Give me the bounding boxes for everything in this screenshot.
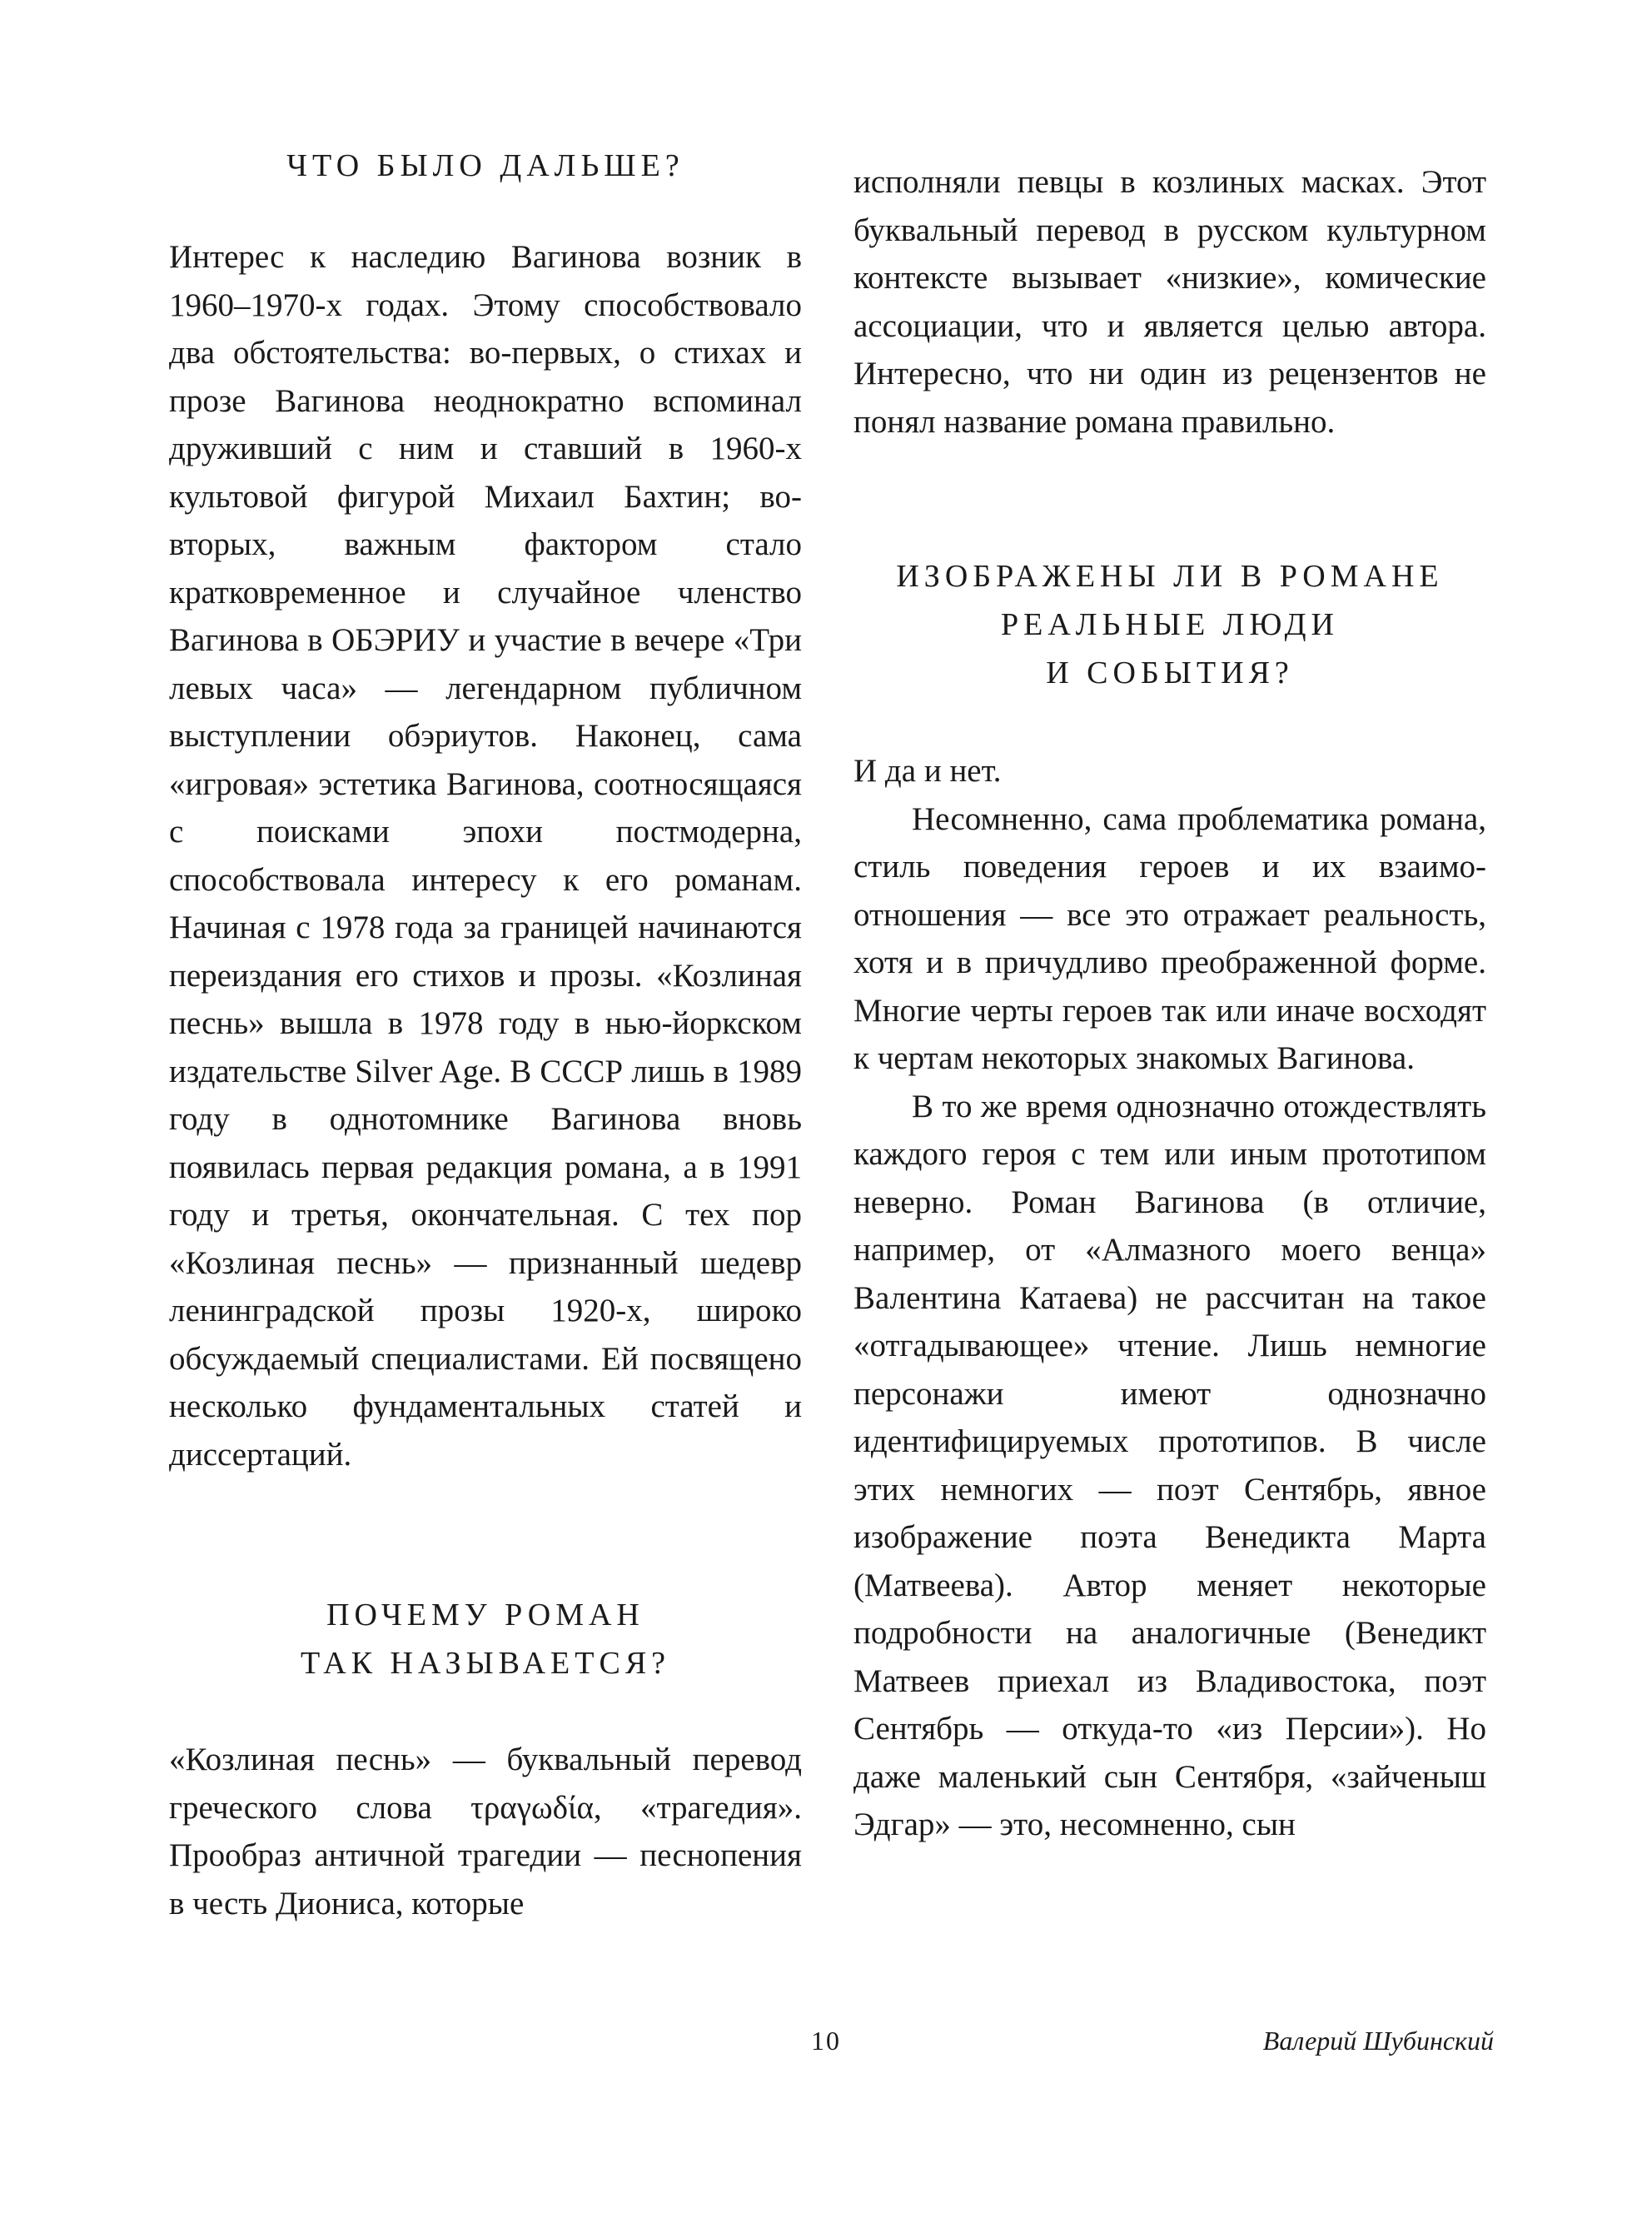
- section-heading-real-people: ИЗОБРАЖЕНЫ ЛИ В РОМАНЕ РЕАЛЬНЫЕ ЛЮДИ И СОБЫТИЯ?: [896, 559, 1444, 690]
- paragraph-prototypes: В то же время однозначно отождествлять каждого героя с тем или иным прототипом неверно. Роман Вагинова (в отличие, например, от «Алмазного моего венца» Валентина Катаева) не рассчитан на такое «отгадывающее» чтение. Лишь немногие персонажи имеют однозначно идентифицируемых прототипов. В числе этих немногих — поэт Сентябрь, явное изображение поэта Венедикта Марта (Матвеева). Автор меняет некоторые подробности на аналогичные (Венедикт Матвеев приехал из Владивостока, поэт Сентябрь — откуда-то «из Персии»). Но даже маленький сын Сентября, «зайченыш Эдгар» — это, несомненно, сын: [853, 1088, 1486, 1842]
- section-heading-what-next: ЧТО БЫЛО ДАЛЬШЕ?: [286, 148, 684, 183]
- page-number: 10: [811, 2026, 841, 2056]
- running-footer-author: Валерий Шубинский: [1262, 2026, 1494, 2056]
- left-column: [169, 142, 802, 1927]
- paragraph-yes-and-no: И да и нет.: [853, 753, 1002, 789]
- section-heading-title-meaning: ПОЧЕМУ РОМАН ТАК НАЗЫВАЕТСЯ?: [300, 1597, 671, 1681]
- right-column: [853, 158, 1486, 1849]
- paragraph-title-meaning: «Козлиная песнь» — буквальный перевод греческого слова τραγωδία, «трагедия». Прообраз античной трагедии — песнопения в честь Диониса, которые: [169, 1742, 802, 1921]
- paragraph-title-meaning-continued: исполняли певцы в козлиных масках. Этот буквальный перевод в русском культурном контексте вызывает «низкие», комические ассоциации, что и является целью автора. Интересно, что ни один из рецензентов не понял название романа правильно.: [853, 164, 1486, 440]
- paragraph-legacy: Интерес к наследию Вагинова возник в 1960–1970-х годах. Этому способствовало два обстоятельства: во-первых, о стихах и прозе Вагинова неоднократно вспоминал друживший с ним и ставший в 1960-х культовой фигурой Михаил Бахтин; во-вторых, важным фактором стало кратковременное и случайное членство Вагинова в ОБЭРИУ и участие в вечере «Три левых часа» — легендарном публичном выступлении обэриутов. Наконец, сама «игровая» эстетика Вагинова, соотносящаяся с поисками эпохи постмодерна, способствовала интересу к его романам. Начиная с 1978 года за границей начинаются переиздания его стихов и прозы. «Козлиная песнь» вышла в 1978 году в нью-йоркском издательстве Silver Age. В СССР лишь в 1989 году в однотомнике Вагинова вновь появилась первая редакция романа, а в 1991 году и третья, окончательная. С тех пор «Козлиная песнь» — признанный шедевр ленинградской прозы 1920-х, широко обсуждаемый специалистами. Ей посвящено несколько фундаментальных статей и диссертаций.: [169, 239, 802, 1473]
- paragraph-reality: Несомненно, сама проблематика романа, стиль поведения героев и их взаимоотношения — все это отражает реальность, хотя и в причудливо преображенной форме. Многие черты героев так или иначе восходят к чертам некоторых знакомых Вагинова.: [853, 800, 1486, 1076]
